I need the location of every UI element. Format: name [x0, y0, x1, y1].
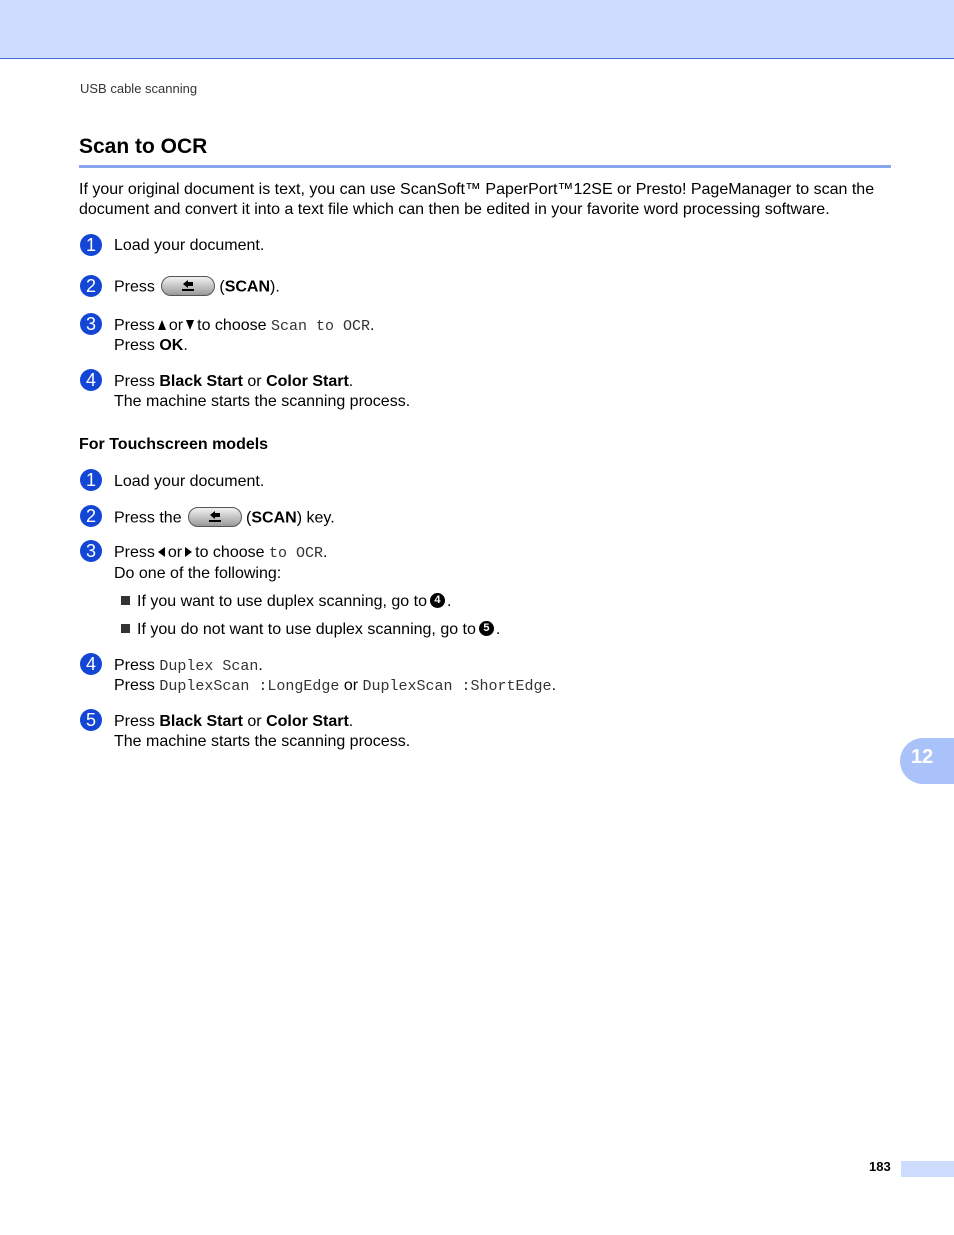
step-text-mid: or: [168, 317, 184, 334]
key-name: SCAN: [251, 509, 297, 527]
step-text-end: .: [370, 317, 375, 334]
section-title: Scan to OCR: [79, 135, 208, 158]
step-text: Load your document.: [114, 473, 265, 490]
step-number-badge: 5: [80, 709, 102, 731]
step-text-line2: The machine starts the scanning process.: [114, 733, 411, 750]
bullet-item: [121, 592, 451, 612]
title-rule: [79, 165, 891, 168]
step-text-line2: Do one of the following:: [114, 565, 282, 582]
step-reference: 4: [430, 593, 445, 608]
paren-open: (: [246, 509, 252, 527]
step-text: [114, 316, 374, 337]
right-arrow-icon: [185, 547, 192, 557]
bullet-item: [121, 620, 500, 640]
bullet-text: If you want to use duplex scanning, go to: [137, 593, 427, 610]
step-text-post: to choose: [195, 544, 265, 561]
up-arrow-icon: [158, 320, 166, 330]
key-name: Color Start: [266, 373, 349, 390]
step-text-mid: or: [343, 677, 359, 694]
menu-value: Scan to OCR: [270, 318, 371, 335]
step-text-pre: Press: [114, 278, 155, 296]
step-text-end: .: [183, 337, 188, 354]
step-number-badge: 1: [80, 234, 102, 256]
running-head: USB cable scanning: [80, 81, 198, 96]
subheading: For Touchscreen models: [79, 436, 269, 453]
step-text: [114, 372, 353, 392]
step-number-badge: 2: [80, 505, 102, 527]
step-text-end: .: [258, 657, 263, 674]
intro-paragraph: If your original document is text, you can use ScanSoft™ PaperPort™12SE or Presto! PageManager to scan the document and convert it into a text file which can then be edited in your favorite word processing software.: [79, 181, 875, 218]
bullet-square-icon: [121, 624, 130, 633]
bullet-text: If you do not want to use duplex scanning, go to: [137, 621, 476, 638]
header-band: [0, 0, 954, 59]
step-text: [114, 276, 280, 299]
page-number: 183: [869, 1159, 891, 1174]
step-text-end: .: [323, 544, 328, 561]
menu-value: to OCR: [268, 545, 323, 562]
step-text-pre: Press: [114, 677, 155, 694]
key-name: Black Start: [159, 373, 243, 390]
step-text: [114, 656, 263, 677]
step-text-end: .: [348, 373, 354, 390]
menu-value: DuplexScan :LongEdge: [159, 678, 340, 695]
step-text-pre: Press: [114, 544, 155, 561]
step-text-line2: [114, 676, 556, 697]
chapter-number: 12: [911, 746, 934, 768]
step-number-badge: 4: [80, 369, 102, 391]
step-text: [114, 507, 335, 530]
step-text: [114, 543, 327, 564]
paren-close: ).: [270, 278, 280, 296]
left-arrow-icon: [158, 547, 165, 557]
step-text-end: .: [348, 713, 354, 730]
key-name: SCAN: [224, 278, 271, 296]
step-number-badge: 3: [80, 540, 102, 562]
key-name: Black Start: [159, 713, 243, 730]
scan-key-icon: [161, 276, 215, 296]
step-text-mid: or: [247, 373, 262, 390]
step-text-pre: Press: [114, 337, 155, 354]
menu-value: DuplexScan :ShortEdge: [362, 678, 552, 695]
step-text-mid: or: [167, 544, 183, 561]
step-text: Load your document.: [114, 237, 265, 254]
step-number-badge: 3: [80, 313, 102, 335]
step-text: [114, 712, 353, 732]
step-reference: 5: [479, 621, 494, 636]
bullet-end: .: [446, 593, 452, 610]
step-text-pre: Press: [114, 373, 155, 390]
step-number-badge: 1: [80, 469, 102, 491]
key-name: Color Start: [266, 713, 349, 730]
bullet-square-icon: [121, 596, 130, 605]
step-text-end: .: [551, 677, 557, 694]
down-arrow-icon: [186, 320, 194, 330]
footer-band: [901, 1161, 954, 1177]
scan-key-icon: [188, 507, 242, 527]
key-name: OK: [159, 337, 184, 354]
step-text-pre: Press the: [114, 509, 182, 527]
step-text-post: to choose: [197, 317, 267, 334]
step-text-pre: Press: [114, 317, 155, 334]
step-text-line2: The machine starts the scanning process.: [114, 393, 411, 410]
bullet-end: .: [495, 621, 501, 638]
step-text-pre: Press: [114, 657, 155, 674]
step-text-line2: [114, 336, 188, 356]
menu-value: Duplex Scan: [159, 658, 259, 675]
step-number-badge: 4: [80, 653, 102, 675]
paren-close: ) key.: [296, 509, 335, 527]
step-number-badge: 2: [80, 275, 102, 297]
step-text-pre: Press: [114, 713, 155, 730]
step-text-mid: or: [247, 713, 262, 730]
paren-open: (: [219, 278, 225, 296]
